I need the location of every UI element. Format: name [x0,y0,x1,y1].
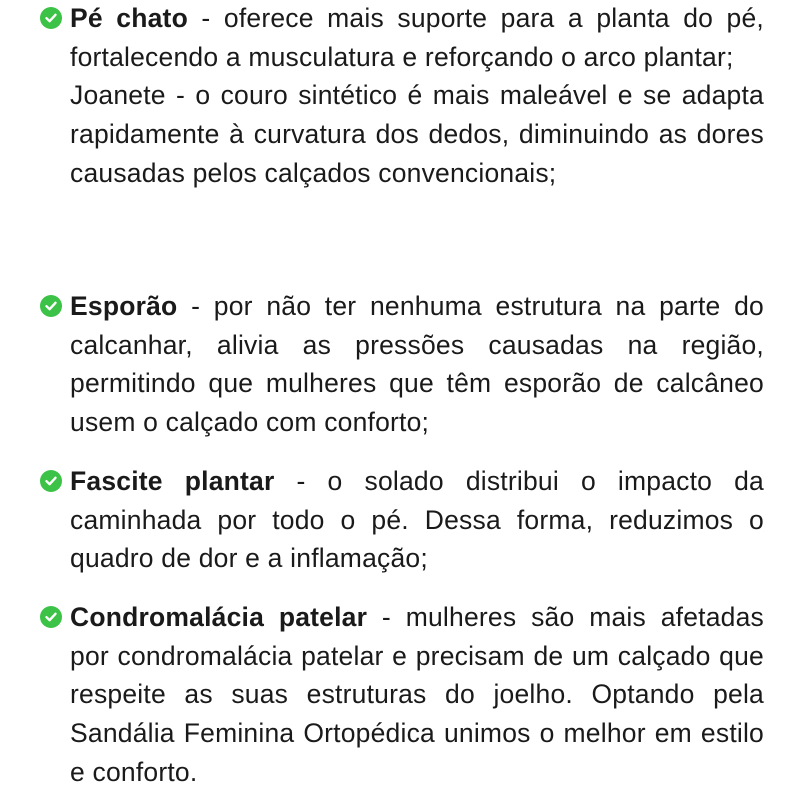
list-item [0,598,764,792]
check-circle-icon [40,7,62,29]
item-paragraph [70,287,764,442]
item-paragraph [70,598,764,792]
item-description: - o solado distribui o impacto da caminhada por todo o pé. Dessa forma, reduzimos o quadro de dor e a inflamação; [70,466,764,574]
item-paragraph [70,462,764,578]
item-term: Condromalácia patelar [70,602,368,632]
item-extra-paragraph: Joanete - o couro sintético é mais maleável e se adapta rapidamente à curvatura dos dedos, diminuindo as dores causadas pelos calçados convencionais; [70,80,764,188]
list-item [0,287,764,442]
item-term: Pé chato [70,3,188,33]
list-item [0,0,764,193]
item-description: - mulheres são mais afetadas por condromalácia patelar e precisam de um calçado que respeite as suas estruturas do joelho. Optando pela Sandália Feminina Ortopédica unimos o melhor em estilo e conforto. [70,602,764,787]
check-circle-icon [40,470,62,492]
item-term: Fascite plantar [70,466,275,496]
check-circle-icon [40,606,62,628]
item-description: - oferece mais suporte para a planta do pé, fortalecendo a musculatura e reforçando o arco plantar; [70,3,764,72]
list-item [0,462,764,578]
check-circle-icon [40,295,62,317]
item-paragraph [70,0,764,76]
item-term: Esporão [70,291,178,321]
item-description: - por não ter nenhuma estrutura na parte do calcanhar, alivia as pressões causadas na região, permitindo que mulheres que têm esporão de calcâneo usem o calçado com conforto; [70,291,764,438]
